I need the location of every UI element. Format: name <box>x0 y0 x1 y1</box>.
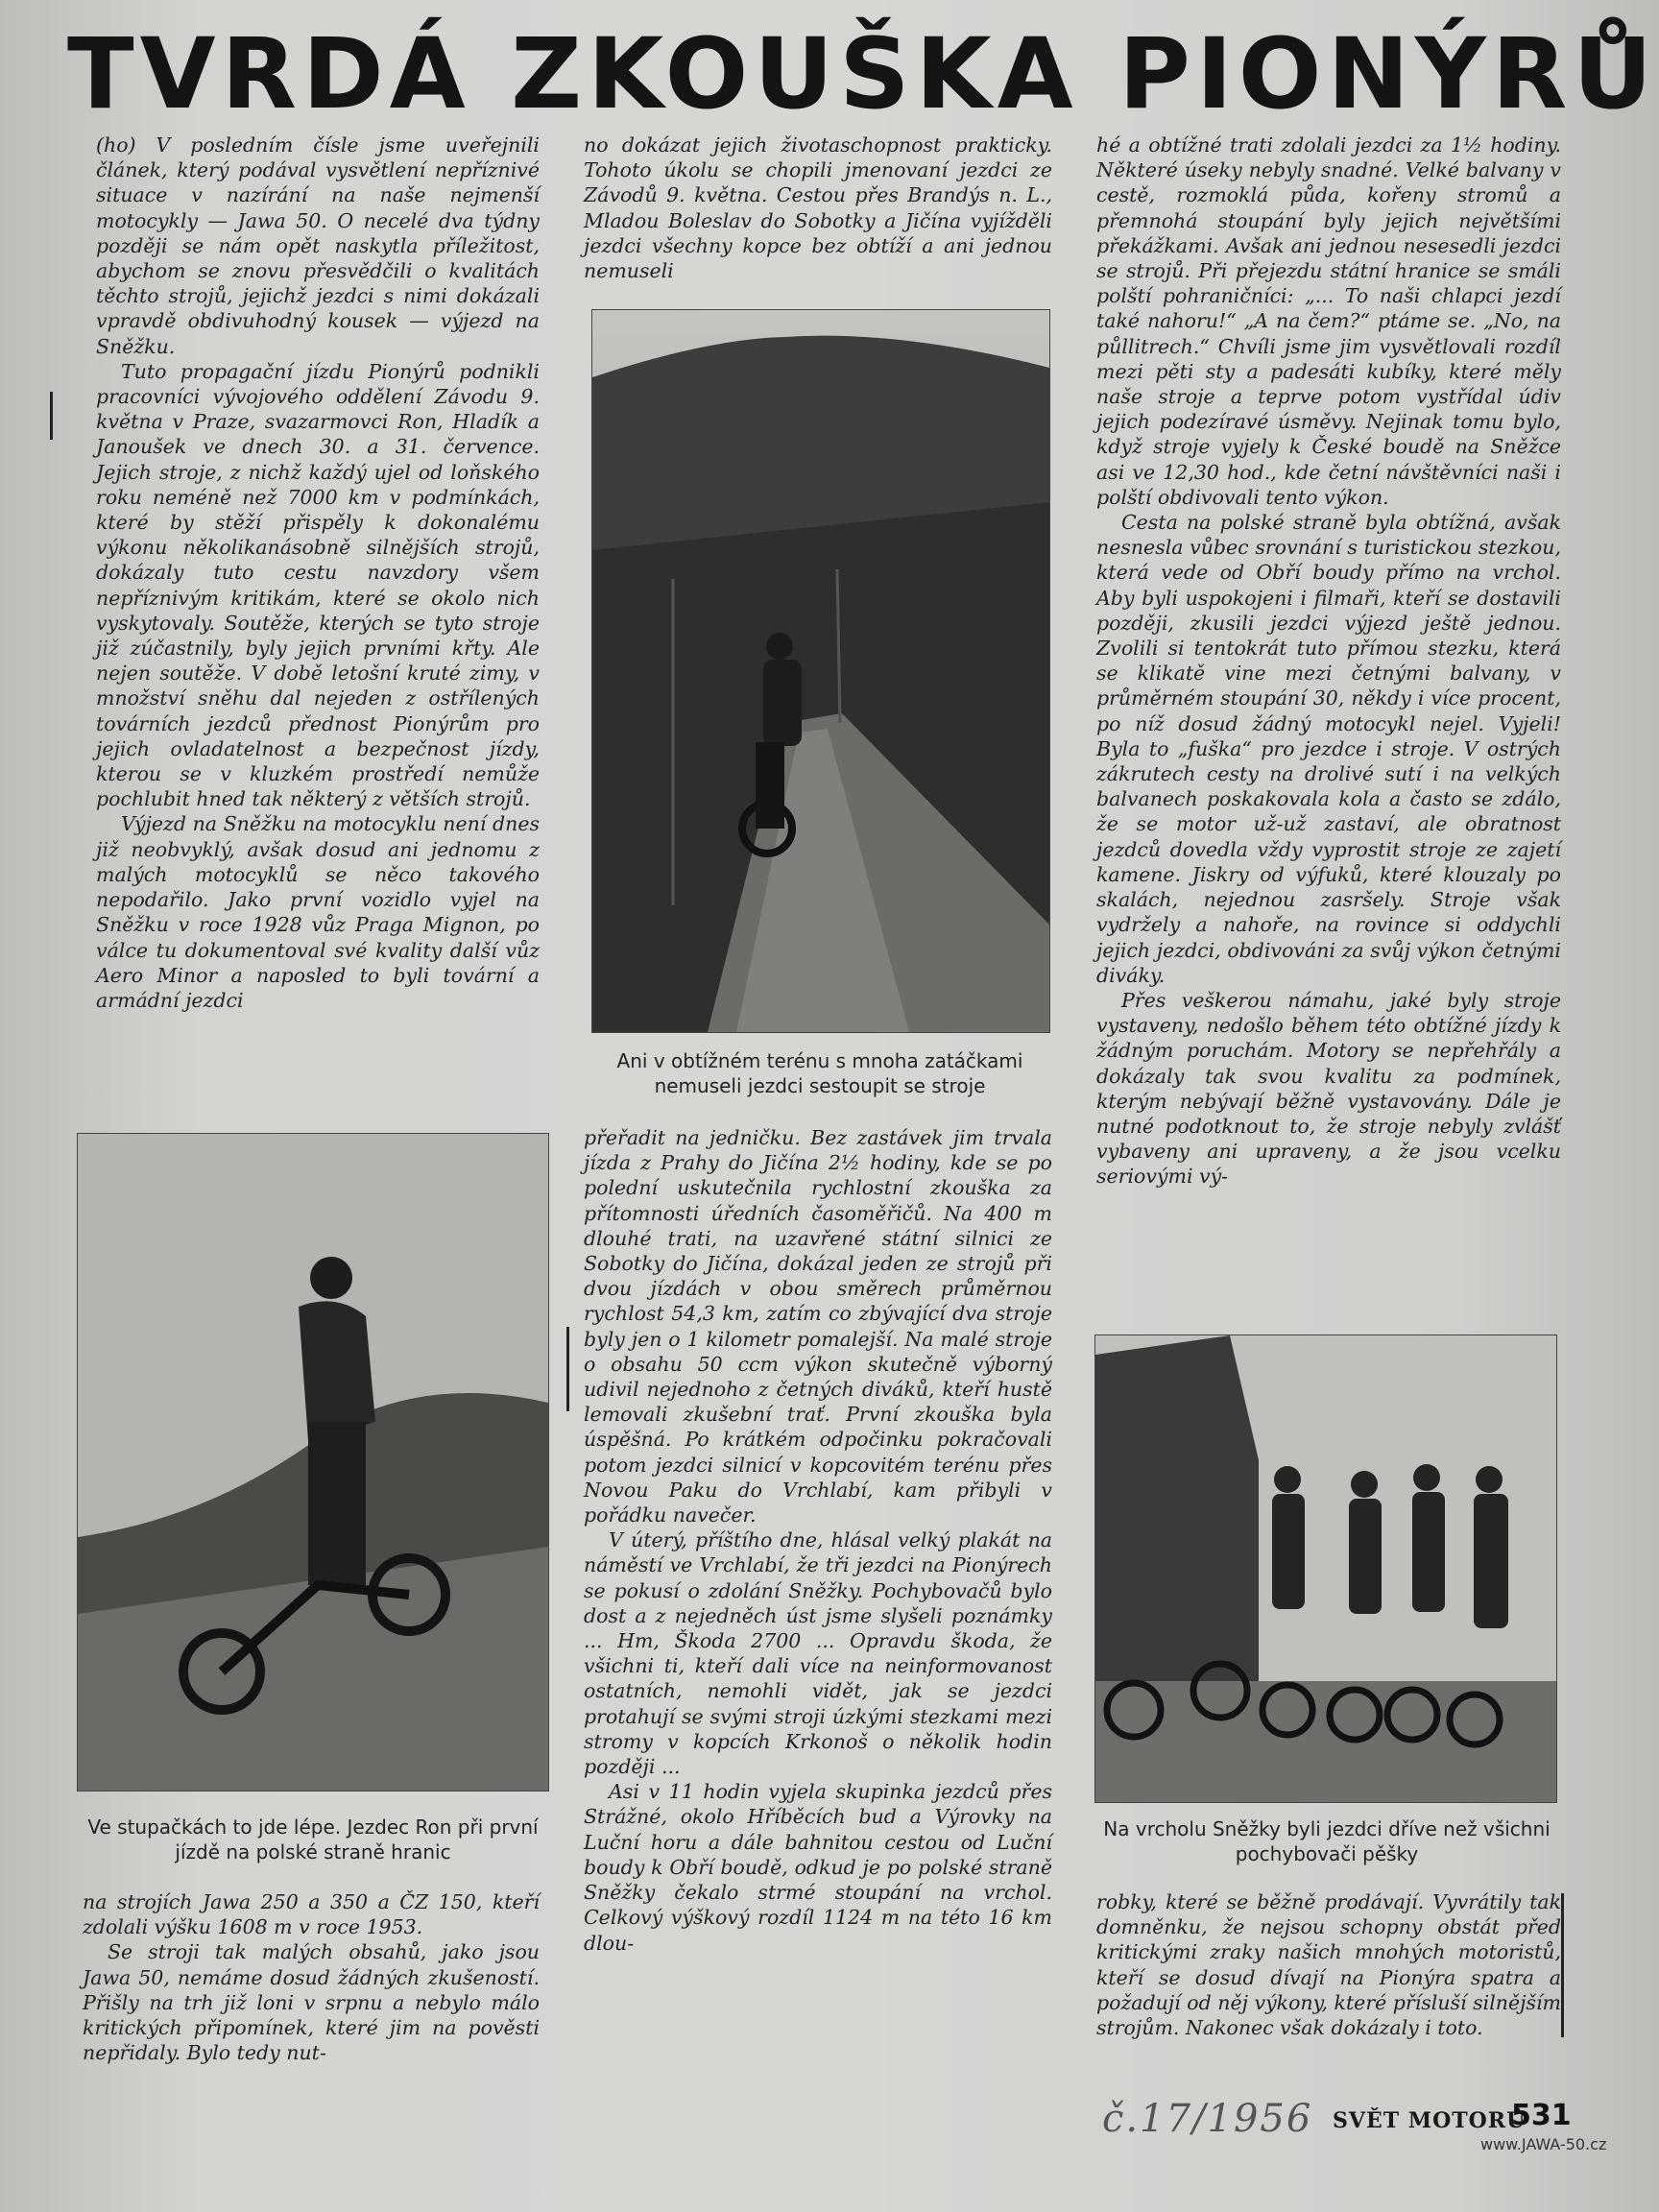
column-3-continued <box>1096 1889 1561 2040</box>
magazine-name: SVĚT MOTORŮ <box>1333 2108 1527 2133</box>
column-2-continued <box>584 1125 1052 1956</box>
column-1-text <box>96 132 540 1013</box>
paragraph: přeřadit na jedničku. Bez zastávek jim trvala jízda z Prahy do Jičína 2½ hodiny, kde se po polední uskutečnila rychlostní zkouška za přítomnosti úředních časoměřičů. Na 400 m dlouhé trati, na uzavřené státní silnici ze Sobotky do Jičína, dokázal jeden ze strojů při dvou jízdách v obou směrech průměrnou rychlost 54,3 km, zatím co zbývající dva stroje byly jen o 1 kilometr pomalejší. Na malé stroje o obsahu 50 ccm výkon skutečně výborný udivil nejednoho z četných diváků, kteří hustě lemovali zkušební trať. První zkouška byla úspěšná. Po krátkém odpočinku pokračovali potom jezdci silnicí v kopcovitém terénu přes Novou Paku do Vrchlabí, kam přibyli v pořádku navečer. <box>584 1126 1052 1527</box>
photo-rider-on-rocks <box>77 1133 549 1791</box>
paragraph: robky, které se běžně prodávají. Vyvrátily tak domněnku, že nejsou schopny obstát před kritickými zraky našich mnohých motoristů, kteří se dosud dívají na Pionýra spatra a požadují od něj výkony, které přísluší silnějším strojům. Nakonec však dokázaly i toto. <box>1096 1890 1561 2040</box>
paragraph: Se stroji tak malých obsahů, jako jsou Jawa 50, nemáme dosud žádných zkušeností. Přišly na trh již loni v srpnu a nebylo málo kritických připomínek, které jim na pověsti nepřidaly. Bylo tedy nut- <box>83 1940 540 2065</box>
photo-ridge-rider <box>591 309 1050 1033</box>
headline: TVRDÁ ZKOUŠKA PIONÝRŮ <box>67 17 1659 132</box>
column-1-continued <box>83 1889 540 2065</box>
paragraph: (ho) V posledním čísle jsme uveřejnili článek, který podával vysvětlení nepříznivé situace v nazírání na naše nejmenší motocykly — Jawa 50. O necelé dva týdny později se nám opět naskytla příležitost, abychom se znovu přesvědčili o kvalitách těchto strojů, jejichž jezdci s nimi dokázali vpravdě obdivuhodný kousek — výjezd na Sněžku. <box>96 133 540 358</box>
margin-mark <box>50 392 53 440</box>
caption-photo-3: Na vrcholu Sněžky byli jezdci dříve než všichni pochybovači pěšky <box>1103 1817 1551 1865</box>
caption-photo-2: Ve stupačkách to jde lépe. Jezdec Ron při první jízdě na polské straně hranic <box>87 1815 539 1863</box>
photo-rider-on-rocks-image <box>78 1134 548 1791</box>
paragraph: Asi v 11 hodin vyjela skupinka jezdců přes Strážné, okolo Hříběcích bud a Výrovky na Luční horu a dále bahnitou cestou od Luční boudy k Obří boudě, odkud je po polské straně Sněžky čekalo strmé stoupání na vrchol. Celkový výškový rozdíl 1124 m na této 16 km dlou- <box>584 1780 1052 1955</box>
column-2-text <box>584 132 1052 283</box>
paragraph: Výjezd na Sněžku na motocyklu není dnes již neobvyklý, avšak dosud ani jednomu z malých motocyklů se něco takového nepodařilo. Jako první vozidlo vyjel na Sněžku v roce 1928 vůz Praga Mignon, po válce tu dokumentoval své kvality další vůz Aero Minor a naposled to byli tovární a armádní jezdci <box>96 812 540 1012</box>
paragraph: na strojích Jawa 250 a 350 a ČZ 150, kteří zdolali výšku 1608 m v roce 1953. <box>83 1890 540 1939</box>
margin-mark <box>1561 1893 1564 2037</box>
column-3-text <box>1096 132 1561 1190</box>
caption-photo-1: Ani v obtížném terénu s mnoha zatáčkami nemuseli jezdci sestoupit se stroje <box>616 1049 1023 1097</box>
paragraph: Tuto propagační jízdu Pionýrů podnikli pracovníci vývojového oddělení Závodu 9. května v Praze, svazarmovci Ron, Hladík a Janoušek ve dnech 30. a 31. července. Jejich stroje, z nichž každý ujel od loňského roku neméně než 7000 km v podmínkách, které by stěží přispěly k dokonalému výkonu několikanásobně silnějších strojů, dokázaly tuto cestu navzdory všem nepříznivým kritikám, které se okolo nich vyskytovaly. Soutěže, kterých se tyto stroje již zúčastnily, byly jejich prvními křty. Ale nejen soutěže. V době letošní kruté zimy, v množství sněhu dal nejeden z ostřílených továrních jezdců přednost Pionýrům pro jejich ovladatelnost a bezpečnost jízdy, kterou se v kluzkém prostředí nemůže pochlubit hned tak některý z větších strojů. <box>96 359 540 811</box>
paragraph: Přes veškerou námahu, jaké byly stroje vystaveny, nedošlo během této obtížné jízdy k žádným poruchám. Motory se nepřehřály a dokázaly tak svou kvalitu za podmínek, kterým nebývají běžně vystavovány. Dále je nutné podotknout to, že stroje nebyly zvlášť vybaveny ani upraveny, a že jsou vcelku seriovými vý- <box>1096 988 1561 1189</box>
website-watermark: www.JAWA-50.cz <box>1480 2135 1607 2153</box>
photo-ridge-rider-image <box>592 310 1049 1032</box>
issue-handwritten: č.17/1956 <box>1102 2097 1313 2141</box>
paragraph: no dokázat jejich životaschopnost prakticky. Tohoto úkolu se chopili jmenovaní jezdci ze Závodů 9. května. Cestou přes Brandýs n. L., Mladou Boleslav do Sobotky a Jičína vyjížděli jezdci všechny kopce bez obtíží a ani jednou nemuseli <box>584 133 1052 283</box>
paragraph: Cesta na polské straně byla obtížná, avšak nesnesla vůbec srovnání s turistickou stezkou, která vede od Obří boudy přímo na vrchol. Aby byli uspokojeni i filmaři, kteří se dostavili později, zkusili jezdci výjezd ještě jednou. Zvolili si tentokrát tuto přímou stezku, která se klikatě vine mezi četnými balvany, v průměrném stoupání 30, někdy i více procent, po níž dosud žádný motocykl nejel. Vyjeli! Byla to „fuška“ pro jezdce i stroje. V ostrých zákrutech cesty na drolivé sutí i na velkých balvanech poskakovala kola a často se zdálo, že se motor už-už zastaví, ale obratnost jezdců dovedla vždy vyprostit stroje ze zajetí kamene. Jiskry od výfuků, které klouzaly po skalách, nejednou zasršely. Stroje však vydržely a nahoře, na rovince si oddychli jejich jezdci, obdivováni za svůj výkon četnými diváky. <box>1096 511 1561 987</box>
photo-summit-group-image <box>1095 1335 1556 1802</box>
paragraph: hé a obtížné trati zdolali jezdci za 1½ hodiny. Některé úseky nebyly snadné. Velké balvany v cestě, rozmoklá půda, kořeny stromů a přemnohá stoupání byly jejich největšími překážkami. Avšak ani jednou nesesedli jezdci se strojů. Při přejezdu státní hranice se smáli polští pohraničníci: „... To naši chlapci jezdí také nahoru!“ „A na čem?“ ptáme se. „No, na půllitrech.“ Chvíli jsme jim vysvětlovali rozdíl mezi pěti sty a padesáti kubíky, které měly naše stroje a teprve potom vystřídal údiv jejich podezíravé úsměvy. Nejinak tomu bylo, když stroje vyjely k České boudě na Sněžce asi ve 12,30 hod., kde četní návštěvníci naši i polští obdivovali tento výkon. <box>1096 133 1561 509</box>
margin-mark <box>566 1327 569 1411</box>
paragraph: V úterý, příštího dne, hlásal velký plakát na náměstí ve Vrchlabí, že tři jezdci na Pionýrech se pokusí o zdolání Sněžky. Pochybovačů bylo dost a z nejedněch úst jsme slyšeli poznámky ... Hm, Škoda 2700 ... Opravdu škoda, že všichni ti, kteří dali více na neinformovanost ostatních, nemohli vidět, jak se jezdci protahují se svými stroji úzkými stezkami mezi stromy v kopcích Krkonoš o několik hodin později ... <box>584 1528 1052 1779</box>
page-number: 531 <box>1511 2099 1572 2132</box>
photo-summit-group <box>1094 1334 1557 1803</box>
